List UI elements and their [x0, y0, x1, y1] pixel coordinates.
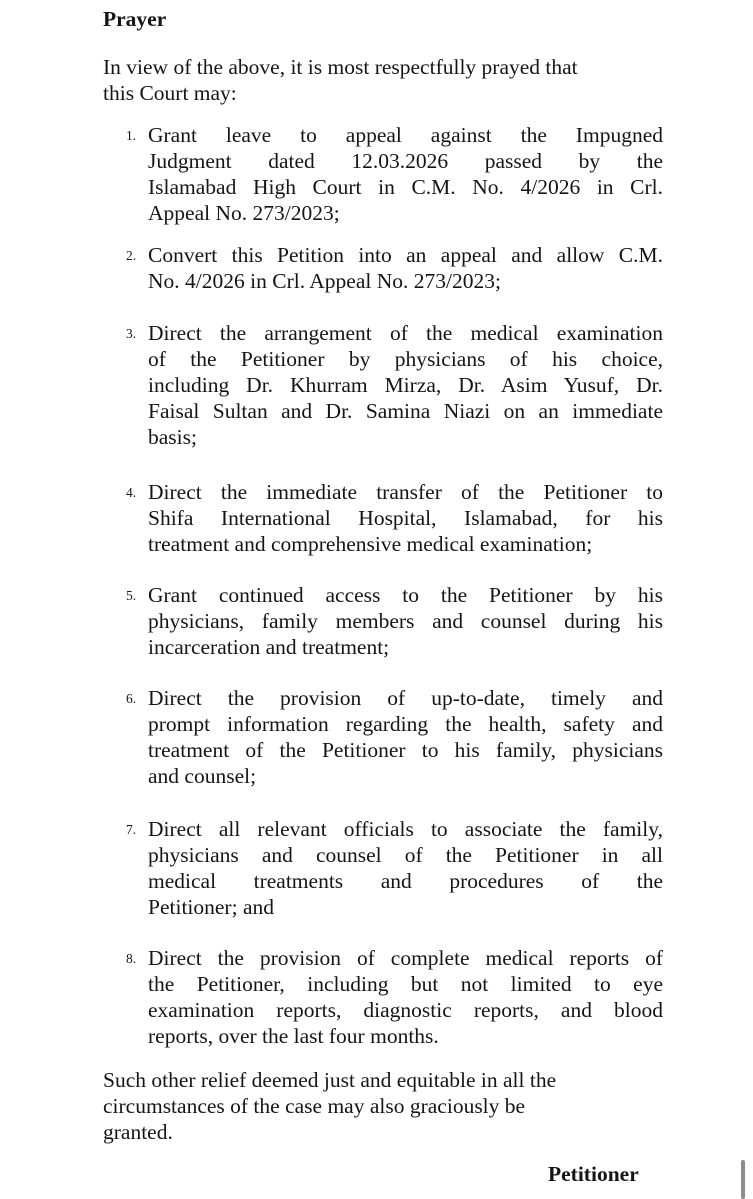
item-line: Petitioner; and — [148, 895, 274, 919]
item-line: Direct the arrangement of the medical examination — [148, 321, 663, 345]
prayer-item-8 — [126, 945, 663, 1049]
item-line: including Dr. Khurram Mirza, Dr. Asim Yusuf, Dr. — [148, 373, 663, 397]
item-line: physicians, family members and counsel during his — [148, 609, 663, 633]
item-line: physicians and counsel of the Petitioner in all — [148, 843, 663, 867]
item-number: 5. — [126, 588, 137, 603]
item-line: examination reports, diagnostic reports, and blood — [148, 998, 663, 1022]
item-number: 8. — [126, 951, 137, 966]
item-line: of the Petitioner by physicians of his choice, — [148, 347, 663, 371]
signature-label: Petitioner — [548, 1162, 639, 1186]
item-line: and counsel; — [148, 764, 257, 788]
item-line: Convert this Petition into an appeal and allow C.M. — [148, 243, 663, 267]
item-number: 4. — [126, 485, 137, 500]
prayer-item-5 — [126, 582, 663, 660]
section-heading: Prayer — [103, 7, 167, 31]
item-number: 6. — [126, 691, 137, 706]
item-line: Faisal Sultan and Dr. Samina Niazi on an immediate — [148, 399, 663, 423]
item-line: No. 4/2026 in Crl. Appeal No. 273/2023; — [148, 269, 501, 293]
closing-line: Such other relief deemed just and equitable in all the — [103, 1068, 557, 1092]
item-number: 2. — [126, 248, 137, 263]
item-line: Islamabad High Court in C.M. No. 4/2026 in Crl. — [148, 175, 663, 199]
item-line: treatment and comprehensive medical examination; — [148, 532, 593, 556]
item-line: Direct the provision of complete medical reports of — [148, 946, 663, 970]
item-line: Direct the immediate transfer of the Petitioner to — [148, 480, 663, 504]
item-line: Judgment dated 12.03.2026 passed by the — [148, 149, 663, 173]
item-line: basis; — [148, 425, 197, 449]
intro-line: In view of the above, it is most respectfully prayed that — [103, 55, 578, 79]
item-line: Appeal No. 273/2023; — [148, 201, 340, 225]
prayer-item-6 — [126, 685, 663, 789]
item-line: medical treatments and procedures of the — [148, 869, 663, 893]
item-line: incarceration and treatment; — [148, 635, 390, 659]
item-line: Grant leave to appeal against the Impugned — [148, 123, 663, 147]
closing-line: granted. — [103, 1120, 173, 1144]
item-line: Direct all relevant officials to associate the family, — [148, 817, 663, 841]
item-line: Grant continued access to the Petitioner by his — [148, 583, 663, 607]
intro-paragraph — [103, 54, 663, 106]
prayer-item-3 — [126, 320, 663, 450]
item-number: 7. — [126, 822, 137, 837]
prayer-item-2 — [126, 242, 663, 294]
item-line: reports, over the last four months. — [148, 1024, 439, 1048]
prayer-item-4 — [126, 479, 663, 557]
item-line: Direct the provision of up-to-date, timely and — [148, 686, 663, 710]
scrollbar-thumb[interactable] — [741, 1160, 745, 1199]
closing-line: circumstances of the case may also graciously be — [103, 1094, 526, 1118]
item-line: prompt information regarding the health, safety and — [148, 712, 663, 736]
prayer-item-7 — [126, 816, 663, 920]
item-line: treatment of the Petitioner to his family, physicians — [148, 738, 663, 762]
intro-line: this Court may: — [103, 81, 237, 105]
item-line: Shifa International Hospital, Islamabad, for his — [148, 506, 663, 530]
prayer-item-1 — [126, 122, 663, 226]
closing-paragraph — [103, 1067, 623, 1145]
item-number: 1. — [126, 128, 137, 143]
item-number: 3. — [126, 326, 137, 341]
item-line: the Petitioner, including but not limited to eye — [148, 972, 663, 996]
